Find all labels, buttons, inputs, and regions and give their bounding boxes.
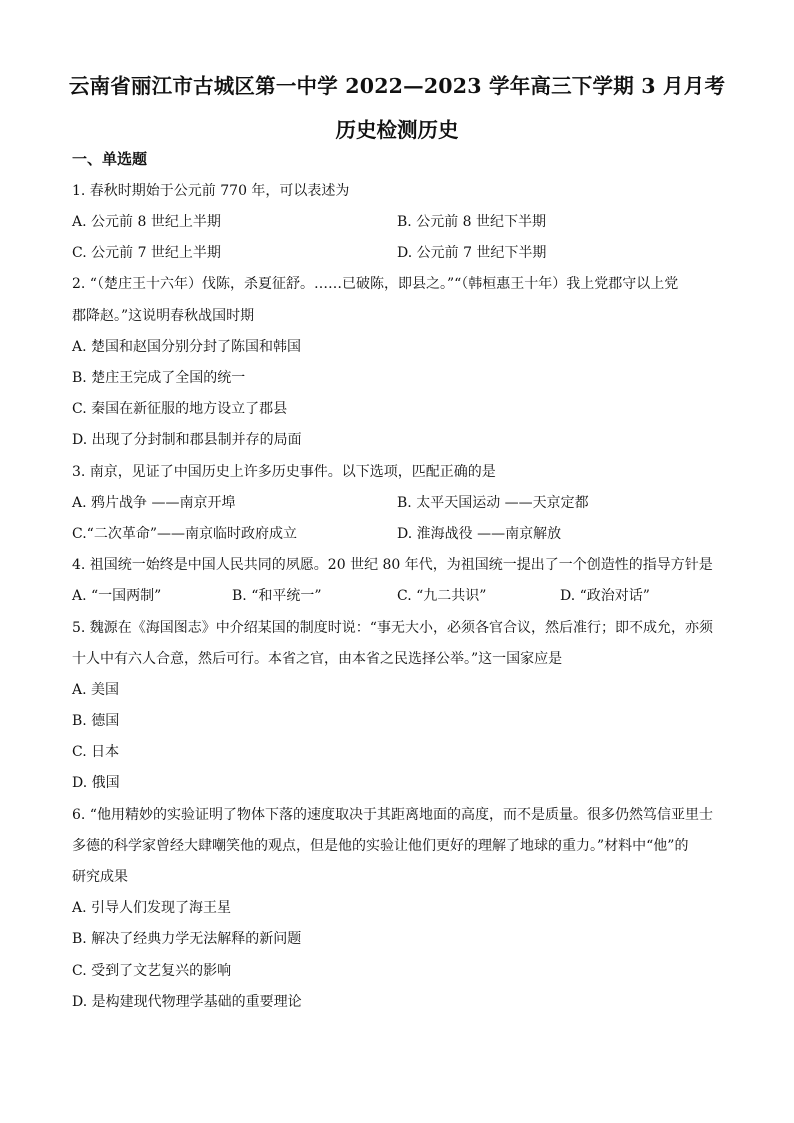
q1-option-c: C. 公元前 7 世纪上半期 <box>72 245 221 261</box>
q6-option-b: B. 解决了经典力学无法解释的新问题 <box>72 931 302 947</box>
q1-stem: 1. 春秋时期始于公元前 770 年，可以表述为 <box>72 183 350 199</box>
q2-option-d: D. 出现了分封制和郡县制并存的局面 <box>72 432 302 448</box>
q6-option-c: C. 受到了文艺复兴的影响 <box>72 963 232 979</box>
q3-option-a: A. 鸦片战争 ——南京开埠 <box>72 495 236 511</box>
q4-option-b: B. “和平统一” <box>232 588 322 604</box>
q6-option-d: D. 是构建现代物理学基础的重要理论 <box>72 994 302 1010</box>
q6-stem-line2: 多德的科学家曾经大肆嘲笑他的观点，但是他的实验让他们更好的理解了地球的重力。”材料中“他”的 <box>72 838 689 854</box>
q1-option-a: A. 公元前 8 世纪上半期 <box>72 214 221 230</box>
q5-stem-line1: 5. 魏源在《海国图志》中介绍某国的制度时说：“事无大小，必须各官合议，然后准行；即不成允，亦须 <box>72 620 713 636</box>
q2-stem-line2: 郡降赵。”这说明春秋战国时期 <box>72 308 255 324</box>
q4-option-a: A. “一国两制” <box>72 588 162 604</box>
q6-option-a: A. 引导人们发现了海王星 <box>72 900 232 916</box>
q2-stem-line1: 2. “（楚庄王十六年）伐陈，杀夏征舒。……已破陈，即县之。”“（韩桓惠王十年）我上党郡守以上党 <box>72 276 679 292</box>
exam-title: 云南省丽江市古城区第一中学 2022—2023 学年高三下学期 3 月月考 <box>68 74 726 98</box>
q3-stem: 3. 南京，见证了中国历史上许多历史事件。以下选项，匹配正确的是 <box>72 464 496 480</box>
q2-option-a: A. 楚国和赵国分别分封了陈国和韩国 <box>72 339 302 355</box>
q2-option-b: B. 楚庄王完成了全国的统一 <box>72 370 246 386</box>
q2-option-c: C. 秦国在新征服的地方设立了郡县 <box>72 401 288 417</box>
q6-stem-line1: 6. “他用精妙的实验证明了物体下落的速度取决于其距离地面的高度，而不是质量。很多仍然笃信亚里士 <box>72 807 713 823</box>
q6-stem-line3: 研究成果 <box>72 869 128 885</box>
q5-option-b: B. 德国 <box>72 713 120 729</box>
section-heading: 一、单选题 <box>72 150 148 168</box>
q4-option-c: C. “九二共识” <box>397 588 487 604</box>
q3-option-c: C.“二次革命”——南京临时政府成立 <box>72 526 297 542</box>
q5-option-c: C. 日本 <box>72 744 120 760</box>
q1-option-d: D. 公元前 7 世纪下半期 <box>397 245 547 261</box>
q5-stem-line2: 十人中有六人合意，然后可行。本省之官，由本省之民选择公举。”这一国家应是 <box>72 651 563 667</box>
q1-option-b: B. 公元前 8 世纪下半期 <box>397 214 546 230</box>
q5-option-a: A. 美国 <box>72 682 120 698</box>
q4-option-d: D. “政治对话” <box>560 588 650 604</box>
exam-subtitle: 历史检测历史 <box>335 118 459 142</box>
q3-option-d: D. 淮海战役 ——南京解放 <box>397 526 562 542</box>
q3-option-b: B. 太平天国运动 ——天京定都 <box>397 495 589 511</box>
q5-option-d: D. 俄国 <box>72 775 120 791</box>
q4-stem: 4. 祖国统一始终是中国人民共同的夙愿。20 世纪 80 年代，为祖国统一提出了一个创造性的指导方针是 <box>72 557 713 573</box>
